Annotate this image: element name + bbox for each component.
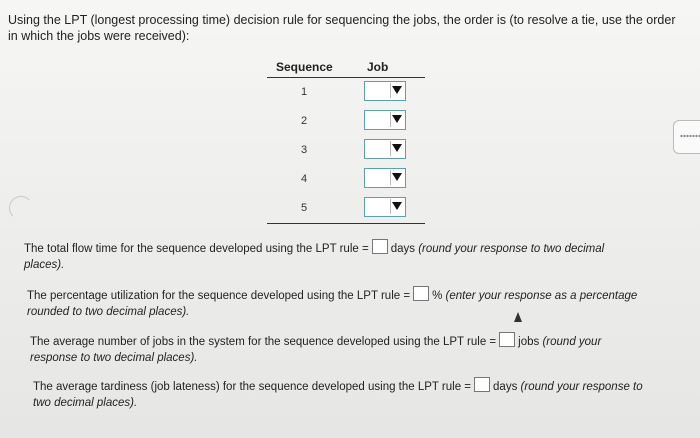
table-row xyxy=(267,136,425,165)
sequence-number: 3 xyxy=(301,144,308,156)
question-average-tardiness xyxy=(33,377,643,411)
chevron-down-icon xyxy=(392,202,402,210)
sequence-header: Sequence xyxy=(276,60,333,74)
question-text: The average tardiness (job lateness) for the sequence developed using the LPT rule = xyxy=(33,381,472,393)
sequence-number: 4 xyxy=(301,173,308,185)
table-row xyxy=(267,107,425,136)
unit-label: % xyxy=(432,290,443,302)
mouse-pointer-icon xyxy=(514,312,522,322)
question-text: The average number of jobs in the system for the sequence developed using the LPT rule = xyxy=(30,336,497,348)
question-average-jobs xyxy=(30,332,630,366)
sequence-number: 1 xyxy=(301,86,308,98)
question-text: The total flow time for the sequence developed using the LPT rule = xyxy=(24,243,369,255)
more-dots-icon xyxy=(680,134,700,138)
side-panel-tab[interactable] xyxy=(673,120,700,154)
instructions-text: Using the LPT (longest processing time) decision rule for sequencing the jobs, the order is (to resolve a tie, use the order in which the jobs were received): xyxy=(8,13,676,43)
average-tardiness-input[interactable] xyxy=(474,377,490,392)
unit-label: days xyxy=(390,243,415,255)
instruction-note: (round your response to two decimal places). xyxy=(24,243,605,271)
table-bottom-rule xyxy=(267,223,425,224)
question-total-flow-time xyxy=(24,239,624,273)
job-select-2[interactable] xyxy=(364,110,406,130)
job-select-3[interactable] xyxy=(364,139,406,159)
sequence-number: 5 xyxy=(301,202,308,214)
chevron-down-icon xyxy=(392,144,402,152)
average-jobs-input[interactable] xyxy=(499,332,515,347)
chevron-down-icon xyxy=(392,86,402,94)
table-header xyxy=(267,57,425,78)
table-row xyxy=(267,194,425,223)
chevron-down-icon xyxy=(392,115,402,123)
sequence-number: 2 xyxy=(301,115,308,127)
chevron-down-icon xyxy=(392,173,402,181)
sequence-table xyxy=(267,57,425,224)
instruction-note: (enter your response as a percentage rounded to two decimal places). xyxy=(27,290,638,318)
instruction-note: (round your response to two decimal places). xyxy=(30,336,602,364)
decorative-circle xyxy=(9,196,33,220)
job-header: Job xyxy=(367,60,389,74)
total-flow-time-input[interactable] xyxy=(372,239,388,254)
job-select-5[interactable] xyxy=(364,197,406,217)
instruction-note: (round your response to two decimal places). xyxy=(33,381,643,409)
table-row xyxy=(267,165,425,194)
question-percentage-utilization xyxy=(27,286,647,320)
unit-label: days xyxy=(493,381,518,393)
job-select-4[interactable] xyxy=(364,168,406,188)
question-text: The percentage utilization for the sequence developed using the LPT rule = xyxy=(27,290,411,302)
unit-label: jobs xyxy=(518,336,540,348)
job-select-1[interactable] xyxy=(364,81,406,101)
percentage-utilization-input[interactable] xyxy=(413,286,429,301)
table-row xyxy=(267,78,425,107)
